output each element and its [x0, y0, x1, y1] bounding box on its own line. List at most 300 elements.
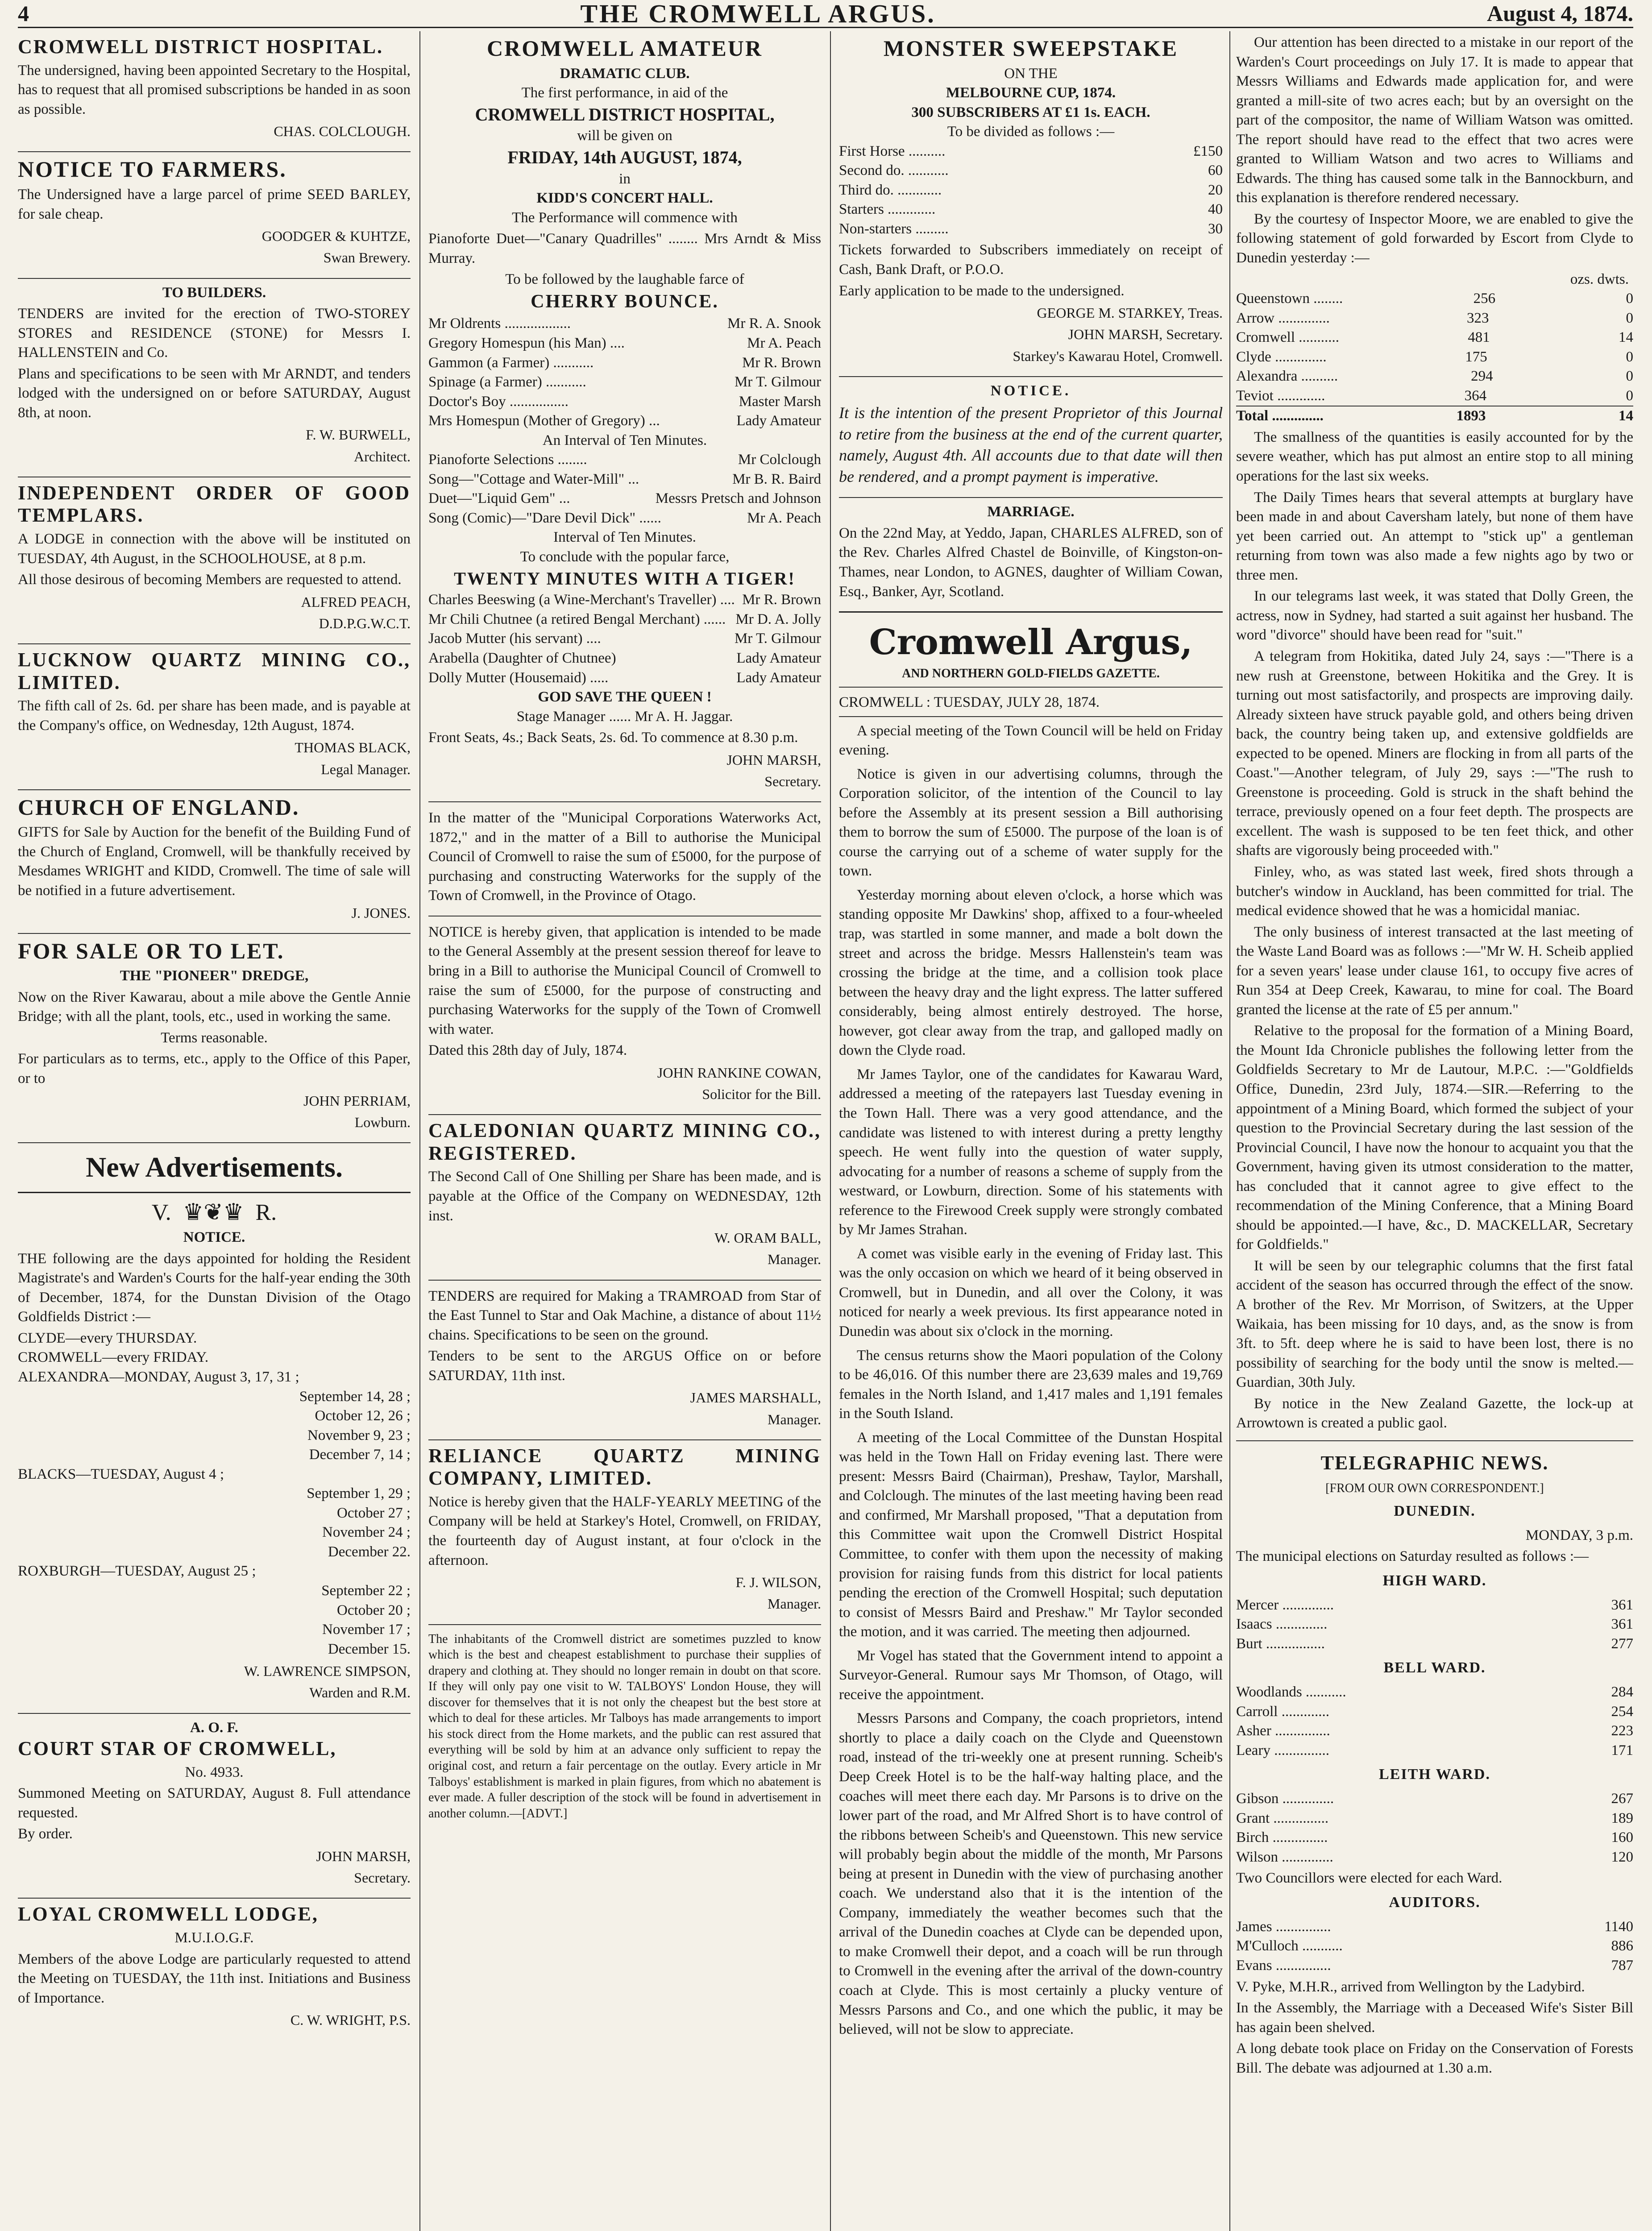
- ad-aof: [18, 1714, 411, 1899]
- prize-table: [839, 142, 1223, 239]
- vote-row-cell: Gibson ..............: [1236, 1791, 1334, 1807]
- ad-line: Front Seats, 4s.; Back Seats, 2s. 6d. To commence at 8.30 p.m.: [428, 730, 798, 746]
- prize-row-cell: £150: [1193, 143, 1223, 159]
- ad-loyal: [18, 1899, 411, 2040]
- ad-signature: Architect.: [353, 448, 411, 464]
- ad-heading: LUCKNOW QUARTZ MINING CO., LIMITED.: [18, 649, 411, 693]
- cast-row-cell: Mr R. A. Snook: [727, 315, 821, 332]
- ad-lucknow: [18, 644, 411, 790]
- gold-row-cell: 0: [1626, 368, 1633, 385]
- vote-row-cell: 361: [1611, 1597, 1633, 1613]
- cast-row-cell: Charles Beeswing (a Wine-Merchant's Traveller) ....: [428, 592, 735, 608]
- ad-signature: C. W. WRIGHT, P.S.: [290, 2012, 411, 2028]
- ad-caledonian: [428, 1115, 821, 1280]
- ad-signature: JOHN RANKINE COWAN,: [657, 1064, 821, 1081]
- editorial-paragraph: Mr James Taylor, one of the candidates for Kawarau Ward, addressed a meeting of the ratepayers last Tuesday evening in the Town Hall. There was a very good attendance, and the candidate was listened to with interest during a pretty lengthy speech. He went fully into the question of water supply, advocating for a number of reasons a scheme of supply from the westward, or Lowburn, direction. Some of his statements with reference to the Firewood Creek supply were strongly combated by Mr James Strahan.: [839, 1066, 1223, 1238]
- cast-row-cell: Mr R. Brown: [742, 592, 821, 608]
- ad-line: The Performance will commence with: [512, 209, 738, 226]
- cast-row-cell: Lady Amateur: [736, 413, 821, 429]
- cast-row-cell: Mr T. Gilmour: [734, 374, 821, 390]
- ad-text: Summoned Meeting on SATURDAY, August 8. Full attendance requested.: [18, 1785, 411, 1821]
- issue-date: August 4, 1874.: [1487, 1, 1633, 26]
- prize-row-cell: First Horse ..........: [839, 143, 946, 159]
- gold-row: [1236, 289, 1633, 309]
- ad-terms: Terms reasonable.: [161, 1029, 268, 1046]
- cast-row-cell: Mr Chili Chutnee (a retired Bengal Merchant) ......: [428, 611, 726, 627]
- gold-row: [1236, 348, 1633, 367]
- music-row: [428, 489, 821, 509]
- gold-total-row: [1236, 406, 1633, 426]
- news-paragraph: By notice in the New Zealand Gazette, the lock-up at Arrowtown is created a public gaol.: [1236, 1394, 1633, 1441]
- ad-signature: JAMES MARSHALL,: [690, 1389, 821, 1406]
- ad-text: In the matter of the "Municipal Corporations Waterworks Act, 1872," and in the matter of a Bill to authorise the Municipal Council of Cromwell to raise the sum of £5000, for the purpose of purchasing and constructing Waterworks for the supply of the Town of Cromwell, in the Province of Otago.: [428, 810, 821, 904]
- vote-row-cell: 120: [1611, 1849, 1633, 1865]
- editorial-paragraphs: [839, 722, 1223, 2040]
- ad-signature: Lowburn.: [354, 1114, 411, 1130]
- gold-total-cell: Total ..............: [1236, 408, 1324, 424]
- vote-row-cell: Isaacs ..............: [1236, 1616, 1328, 1633]
- vote-row-cell: Asher ...............: [1236, 1723, 1330, 1739]
- ad-line: The first performance, in aid of the: [521, 85, 728, 101]
- vote-row-cell: 284: [1611, 1684, 1633, 1700]
- royal-arms: [18, 1198, 411, 1228]
- cast-row-cell: Mr D. A. Jolly: [735, 611, 821, 627]
- vote-row-cell: 160: [1611, 1829, 1633, 1846]
- editorial-paragraph: Yesterday morning about eleven o'clock, a horse which was standing opposite Mr Dawkins' shop, affixed to a four-wheeled trap, was startled in some manner, and made a bolt down the street and across the bridge. Messrs Hallenstein's team was crossing the bridge at the time, and a collision took place between the heavy dray and the light express. The latter suffered considerably, being almost entirely destroyed. The horse, however, got clear away from the trap, and galloped madly on down the Clyde road.: [839, 887, 1223, 1059]
- news-paragraph: Two Councillors were elected for each Ward.: [1236, 1870, 1503, 1887]
- cast-row: [428, 590, 821, 610]
- ward-table: [1236, 1596, 1633, 1654]
- vote-row-cell: 223: [1611, 1723, 1633, 1739]
- vote-row-cell: 277: [1611, 1635, 1633, 1652]
- ad-signature: Warden and R.M.: [309, 1684, 411, 1701]
- ad-by-order: By order.: [18, 1826, 73, 1842]
- prize-row-cell: Non-starters .........: [839, 220, 949, 237]
- ad-heading: INDEPENDENT ORDER OF GOOD TEMPLARS.: [18, 481, 411, 527]
- music-row: [428, 509, 821, 528]
- court-line: November 9, 23 ;: [307, 1427, 411, 1443]
- cast-list: [428, 314, 821, 431]
- vote-row-cell: 267: [1611, 1791, 1633, 1807]
- newspaper-title: THE CROMWELL ARGUS.: [580, 0, 936, 28]
- cast-row-cell: Gregory Homespun (his Man) ....: [428, 335, 625, 351]
- gold-table: [1236, 289, 1633, 426]
- cast-row-cell: Lady Amateur: [736, 650, 821, 666]
- ad-templars: [18, 477, 411, 644]
- section-banner: New Advertisements.: [18, 1143, 411, 1193]
- ad-line: CROMWELL DISTRICT HOSPITAL,: [475, 104, 775, 124]
- vote-row-cell: 787: [1611, 1957, 1633, 1974]
- ad-text: Now on the River Kawarau, about a mile above the Gentle Annie Bridge; with all the plant, tools, etc., used in working the same.: [18, 989, 411, 1025]
- news-paragraph: The municipal elections on Saturday resulted as follows :—: [1236, 1548, 1589, 1565]
- vote-row-cell: M'Culloch ...........: [1236, 1938, 1343, 1954]
- vote-row-cell: Birch ...............: [1236, 1829, 1328, 1846]
- cast-row: [428, 411, 821, 431]
- telegraphic-city: DUNEDIN.: [1394, 1502, 1476, 1519]
- gold-row: [1236, 386, 1633, 406]
- ad-signature: Swan Brewery.: [323, 249, 411, 266]
- ad-line: CHERRY BOUNCE.: [531, 291, 719, 312]
- ad-signature: THOMAS BLACK,: [295, 739, 411, 756]
- cast-row-cell: Arabella (Daughter of Chutnee): [428, 650, 616, 666]
- ad-text: Tickets forwarded to Subscribers immediately on receipt of Cash, Bank Draft, or P.O.O.: [839, 242, 1223, 278]
- music-row-cell: Mr B. R. Baird: [732, 471, 821, 487]
- vr-left: V.: [151, 1199, 171, 1225]
- vote-row: [1236, 1828, 1633, 1848]
- cast-row-cell: Mr R. Brown: [742, 354, 821, 371]
- gold-row-cell: 364: [1464, 387, 1487, 404]
- vote-row-cell: 886: [1611, 1938, 1633, 1954]
- ward-table: [1236, 1683, 1633, 1760]
- vote-row-cell: Evans ...............: [1236, 1957, 1331, 1974]
- news-paragraph: Finley, who, as was stated last week, fired shots through a butcher's window in Auckland, has been committed for trial. The medical evidence showed that he was a homicidal maniac.: [1236, 863, 1633, 919]
- ad-text: Early application to be made to the undersigned.: [839, 282, 1125, 299]
- ad-signature: JOHN MARSH,: [316, 1848, 411, 1864]
- prize-row-cell: 40: [1208, 201, 1223, 218]
- editorial-paragraph: Messrs Parsons and Company, the coach proprietors, intend shortly to place a daily coach on the Clyde and Queenstown road, instead of the tri-weekly one at present running. Scheib's Deep Creek Hotel is to be the half-way halting place, and the coaches will meet there each day. Mr Parsons is to drive on the lower part of the road, and Mr Alfred Short is to have control of the ribbons between Scheib's and Queenstown. This new service will probably begin about the middle of the month, Mr Parsons being at present in Dunedin with the view of purchasing another coach. We understand also that it is the intention of the Company, immediately the weather becomes such that the arrival of the Dunedin coaches at Clyde can be depended upon, to make Cromwell their depot, and a coach will be run through to Cromwell in the evening after the arrival of the down-country coach at Clyde. This is most certainly a plucky venture of Messrs Parsons and Co., and one which the public, it may be believed, will not be slow to appreciate.: [839, 1710, 1223, 2038]
- ward-heading: BELL WARD.: [1383, 1659, 1486, 1676]
- prize-row: [839, 181, 1223, 200]
- ad-signature: Solicitor for the Bill.: [702, 1086, 821, 1102]
- prize-row: [839, 200, 1223, 220]
- gold-units: ozs. dwts.: [1570, 271, 1629, 287]
- prize-row-cell: Starters .............: [839, 201, 936, 218]
- ad-line: MELBOURNE CUP, 1874.: [946, 85, 1116, 101]
- news-paragraph: The Daily Times hears that several attempts at burglary have been made in and about Caversham lately, but none of them have yet been carried out. An attempt to "stick up" a gentleman returning from town was also made a few nights ago by two or three men.: [1236, 489, 1633, 583]
- ad-line: GOD SAVE THE QUEEN !: [538, 689, 712, 705]
- news-paragraph: By the courtesy of Inspector Moore, we are enabled to give the following statement of gold forwarded by Escort from Clyde to Dunedin yesterday :—: [1236, 211, 1633, 266]
- cast-row: [428, 668, 821, 688]
- music-row: [428, 470, 821, 489]
- editorial-paragraph: Mr Vogel has stated that the Government intend to appoint a Surveyor-General. Rumour says Mr Thomson, of Otago, will receive the appointment.: [839, 1647, 1223, 1703]
- argus-masthead: Cromwell Argus,: [839, 611, 1223, 666]
- vote-row-cell: James ...............: [1236, 1918, 1331, 1935]
- vote-row: [1236, 1702, 1633, 1722]
- ad-heading: CROMWELL AMATEUR: [487, 36, 763, 61]
- marriage-notice: [839, 498, 1223, 611]
- ad-text: The undersigned, having been appointed Secretary to the Hospital, has to request that all promised subscriptions be handed in as soon as possible.: [18, 62, 411, 117]
- court-line: December 7, 14 ;: [309, 1447, 411, 1463]
- editorial-paragraph: The census returns show the Maori population of the Colony to be 46,016. Of this number there are 23,639 males and 19,769 females in the North Island, and 1,417 males and 1,191 females in the South Island.: [839, 1347, 1223, 1422]
- editorial-paragraph: A comet was visible early in the evening of Friday last. This was the only occasion on which we heard of it being observed in Cromwell, but in Dunedin, and all over the Colony, it was noticed for nearly a week previous. Its first appearance noted in Dunedin was about six o'clock in the morning.: [839, 1245, 1223, 1339]
- ad-heading: COURT STAR OF CROMWELL,: [18, 1738, 337, 1760]
- court-line: November 24 ;: [322, 1524, 411, 1541]
- ad-signature: F. W. BURWELL,: [306, 427, 411, 443]
- prize-row-cell: Second do. ...........: [839, 162, 949, 179]
- ad-heading: CHURCH OF ENGLAND.: [18, 794, 300, 820]
- gold-row: [1236, 367, 1633, 386]
- gold-row-cell: 294: [1471, 368, 1493, 385]
- gold-row-cell: Arrow ..............: [1236, 310, 1330, 326]
- editorial-paragraph: A meeting of the Local Committee of the Dunstan Hospital was held in the Town Hall on Friday evening last. There were present: Messrs Baird (Chairman), Preshaw, Taylor, Marshall, and Colclough. The minutes of the last meeting having been read and confirmed, Mr Marshall proposed, "That a deputation from this Committee wait upon the Cromwell District Hospital Committee, to confer with them upon the necessity of making provision for raising funds from this district for local patients pending the erection of the Cromwell Hospital; such deputation to consist of Messrs Baird and Preshaw." Mr Taylor seconded the motion, and it was carried. The meeting then adjourned.: [839, 1429, 1223, 1640]
- ad-heading: LOYAL CROMWELL LODGE,: [18, 1903, 319, 1925]
- ad-text: Members of the above Lodge are particularly requested to attend the Meeting on TUESDAY, the 11th inst. Initiations and Business of Importance.: [18, 1951, 411, 2006]
- ad-signature: J. JONES.: [351, 904, 411, 921]
- court-line: September 22 ;: [321, 1582, 411, 1599]
- cast-row: [428, 610, 821, 630]
- court-line: December 22.: [328, 1543, 411, 1560]
- ad-dramatic-club: [428, 31, 821, 802]
- telegraphic-time: MONDAY, 3 p.m.: [1525, 1527, 1633, 1543]
- music-list: [428, 450, 821, 528]
- cast-row-cell: Lady Amateur: [736, 669, 821, 686]
- vote-row: [1236, 1634, 1633, 1654]
- ad-text: The inhabitants of the Cromwell district are sometimes puzzled to know which is the best and cheapest establishment to purchase their supplies of drapery and clothing at. They should no longer remain in doubt on that score. If they will only pay one visit to W. TALBOYS' London House, they will discover for themselves that it is not only the cheapest but the best store at which to deal for these articles. Mr Talboys has made arrangements to import his stock direct from the Home markets, and the public can rest assured that everything will be sold by him at an advance only sufficient to repay the original cost, and return a fair percentage on the outlay. Every article in Mr Talboys' establishment is marked in plain figures, from which no abatement is ever made. A fuller description of the stock will be found in advertisement in another column.—[ADVT.]: [428, 1632, 821, 1820]
- news-paragraph: In our telegrams last week, it was stated that Dolly Green, the actress, now in Sydney, had started a suit against her husband. The word "divorce" should have been read for "suit.": [1236, 588, 1633, 643]
- cast-row-cell: Gammon (a Farmer) ...........: [428, 354, 594, 371]
- gold-row-cell: 481: [1468, 329, 1490, 346]
- court-line: December 15.: [328, 1641, 411, 1657]
- vote-row: [1236, 1741, 1633, 1761]
- ad-signature: F. J. WILSON,: [735, 1574, 821, 1591]
- ad-forsale: [18, 934, 411, 1143]
- ad-text: NOTICE is hereby given, that application is intended to be made to the General Assembly at the present session thereof for leave to bring in a Bill to authorise the Municipal Council of Cromwell to raise the sum of £5000, for the purpose of constructing and purchasing Waterworks for the supply of the Town of Cromwell with water.: [428, 924, 821, 1037]
- editorial-paragraph: A special meeting of the Town Council will be held on Friday evening.: [839, 722, 1223, 759]
- music-row-cell: Song (Comic)—"Dare Devil Dick" ......: [428, 510, 661, 526]
- cast-row: [428, 353, 821, 373]
- court-line: ALEXANDRA—MONDAY, August 3, 17, 31 ;: [18, 1368, 299, 1385]
- vote-row: [1236, 1721, 1633, 1741]
- ad-text: The Second Call of One Shilling per Share has been made, and is payable at the Office of the Company on WEDNESDAY, 12th inst.: [428, 1169, 821, 1224]
- ad-signature: ALFRED PEACH,: [301, 593, 411, 610]
- gold-row-cell: Queenstown ........: [1236, 290, 1343, 307]
- prize-row-cell: 60: [1208, 162, 1223, 179]
- gold-row-cell: 14: [1618, 329, 1633, 346]
- column-2: [428, 31, 821, 2231]
- ad-church: [18, 790, 411, 934]
- argus-dateline: CROMWELL : TUESDAY, JULY 28, 1874.: [839, 689, 1223, 717]
- court-line: BLACKS—TUESDAY, August 4 ;: [18, 1466, 224, 1482]
- ad-text: It is the intention of the present Proprietor of this Journal to retire from the business at the end of the current quarter, namely, August 4th. All accounts due to that date will then be rendered, and a prompt payment is imperative.: [839, 404, 1223, 485]
- ad-text: Notice is hereby given that the HALF-YEARLY MEETING of the Company will be held at Starkey's Hotel, Cromwell, on FRIDAY, the fourteenth day of August instant, at four o'clock in the afternoon.: [428, 1493, 821, 1568]
- gold-row-cell: 0: [1626, 310, 1633, 326]
- cast-row: [428, 314, 821, 334]
- news-paragraph: In the Assembly, the Marriage with a Deceased Wife's Sister Bill has again been shelved.: [1236, 2000, 1633, 2036]
- music-row: [428, 450, 821, 470]
- ad-line: 300 SUBSCRIBERS AT £1 1s. EACH.: [911, 104, 1150, 120]
- news-paragraph: The smallness of the quantities is easily accounted for by the severe weather, which has put almost an entire stop to all mining operations for the last six weeks.: [1236, 429, 1633, 485]
- ad-text: TENDERS are invited for the erection of TWO-STOREY STORES and RESIDENCE (STONE) for Messrs I. HALLENSTEIN and Co.: [18, 306, 411, 361]
- vote-row: [1236, 1789, 1633, 1809]
- ad-talboys: [428, 1625, 821, 1832]
- editorial-paragraph: Notice is given in our advertising columns, through the Corporation solicitor, of the intention of the Council to lay before the Assembly at its present session a Bill authorising them to borrow the sum of £5000. The purpose of the loan is of course the carrying out of a scheme of water supply for the town.: [839, 766, 1223, 879]
- ad-text: The Undersigned have a large parcel of prime SEED BARLEY, for sale cheap.: [18, 186, 411, 222]
- gold-row-cell: 0: [1626, 348, 1633, 365]
- ad-signature: GOODGER & KUHTZE,: [261, 228, 411, 245]
- vote-row: [1236, 1683, 1633, 1702]
- news-paragraph: Our attention has been directed to a mistake in our report of the Warden's Court proceedings on July 17. It is made to appear that Messrs Williams and Edwards made application for, and were granted a mill-site of two acres each; but by an oversight on the part of the compositor, the name of William Watson was omitted. The report should have read to the effect that two acres were granted to William Watson and two acres to Williams and Edwards. The thing has caused some talk in the Bannockburn, and this explanation is therefore rendered necessary.: [1236, 34, 1633, 206]
- ad-subheading: DRAMATIC CLUB.: [560, 65, 690, 82]
- court-line: November 17 ;: [322, 1621, 411, 1638]
- cast-row-cell: Mr Oldrents ..................: [428, 315, 571, 332]
- ad-signature: Manager.: [768, 1411, 821, 1427]
- prize-row: [839, 161, 1223, 181]
- ad-heading: NOTICE.: [990, 382, 1071, 399]
- vote-row: [1236, 1809, 1633, 1829]
- column-rule: [1229, 31, 1230, 2231]
- ad-heading: CROMWELL DISTRICT HOSPITAL.: [18, 36, 383, 58]
- ad-signature: JOHN PERRIAM,: [303, 1092, 411, 1109]
- music-row-cell: Duet—"Liquid Gem" ...: [428, 490, 570, 507]
- ad-signature: D.D.P.G.W.C.T.: [319, 615, 411, 631]
- vote-row: [1236, 1917, 1633, 1937]
- ad-signature: Starkey's Kawarau Hotel, Cromwell.: [1013, 348, 1223, 364]
- ad-line: An Interval of Ten Minutes.: [542, 432, 707, 448]
- ad-text: A LODGE in connection with the above will be instituted on TUESDAY, 4th August, in the SCHOOLHOUSE, at 8 p.m.: [18, 531, 411, 567]
- ward-table: [1236, 1917, 1633, 1976]
- ad-notice: [428, 916, 821, 1115]
- ad-dated: Dated this 28th day of July, 1874.: [428, 1042, 627, 1059]
- ad-line: FRIDAY, 14th AUGUST, 1874,: [507, 147, 742, 167]
- court-line: October 12, 26 ;: [315, 1408, 411, 1424]
- court-line: ROXBURGH—TUESDAY, August 25 ;: [18, 1563, 256, 1580]
- prize-row: [839, 220, 1223, 239]
- ad-heading: FOR SALE OR TO LET.: [18, 938, 285, 963]
- ad-pre-heading: A. O. F.: [190, 1719, 238, 1736]
- column-rule: [419, 31, 420, 2231]
- ad-line: Stage Manager ...... Mr A. H. Jaggar.: [516, 708, 733, 725]
- cast-row-cell: Spinage (a Farmer) ...........: [428, 374, 586, 390]
- vote-row-cell: Mercer ..............: [1236, 1597, 1334, 1613]
- cast-row: [428, 629, 821, 649]
- vote-row: [1236, 1615, 1633, 1634]
- news-paragraph: A telegram from Hokitika, dated July 24, says :—"There is a new rush at Greenstone, between Hokitika and the Grey. It is turning out most satisfactorily, and prospects are improving daily. Already sixteen have struck payable gold, and others being driven back, the country being taken up, and extensive goldfields are expected to be opened. Miners are flocking in from all parts of the Coast."—Another telegram, of July 29, says :—"The rush to Greenstone is proceeding. Gold is struck in the shaft behind the terrace, previously opened on a four feet depth. The prospects are excellent. The wash is supposed to be ten feet thick, and other shafts are vigorously being proceeded with.": [1236, 648, 1633, 859]
- gold-row-cell: 175: [1465, 348, 1487, 365]
- ward-heading: AUDITORS.: [1389, 1894, 1481, 1911]
- cast-row: [428, 373, 821, 392]
- cast-row: [428, 392, 821, 412]
- ad-signature: W. ORAM BALL,: [714, 1230, 821, 1246]
- ad-heading: CALEDONIAN QUARTZ MINING CO., REGISTERED.: [428, 1120, 821, 1164]
- gold-row-cell: Alexandra ..........: [1236, 368, 1338, 385]
- music-row-cell: Song—"Cottage and Water-Mill" ...: [428, 471, 639, 487]
- prize-row-cell: 30: [1208, 220, 1223, 237]
- prize-row-cell: 20: [1208, 182, 1223, 198]
- vote-row: [1236, 1596, 1633, 1615]
- ad-heading: RELIANCE QUARTZ MINING COMPANY, LIMITED.: [428, 1444, 821, 1489]
- ad-text: All those desirous of becoming Members are requested to attend.: [18, 572, 402, 588]
- vote-row-cell: Grant ...............: [1236, 1810, 1329, 1826]
- cast-row-cell: Mr A. Peach: [747, 335, 821, 351]
- court-line: CLYDE—every THURSDAY.: [18, 1330, 197, 1346]
- ad-builders: [18, 279, 411, 477]
- ad-line: ON THE: [1004, 65, 1058, 82]
- gold-row-cell: Clyde ..............: [1236, 348, 1327, 365]
- court-line: September 14, 28 ;: [299, 1388, 411, 1405]
- music-row-cell: Mr Colclough: [738, 452, 821, 468]
- crest-icon: ♛❦♛: [177, 1199, 250, 1225]
- ad-text: For particulars as to terms, etc., apply to the Office of this Paper, or to: [18, 1051, 411, 1087]
- cast-list: [428, 590, 821, 688]
- ad-text: GIFTS for Sale by Auction for the benefit of the Building Fund of the Church of England, Cromwell, will be thankfully received by Mesdames WRIGHT and KIDD, Cromwell. The time of sale will be notified in a future advertisement.: [18, 824, 411, 899]
- column-3: [839, 31, 1223, 2231]
- ad-signature: Secretary.: [354, 1870, 411, 1886]
- ad-proprietor-notice: [839, 377, 1223, 498]
- ad-subheading: THE "PIONEER" DREDGE,: [120, 968, 309, 984]
- ad-heading: TO BUILDERS.: [162, 284, 266, 301]
- telegraphic-heading: TELEGRAPHIC NEWS.: [1320, 1451, 1549, 1474]
- gold-row: [1236, 309, 1633, 328]
- music-row-cell: Messrs Pretsch and Johnson: [655, 490, 821, 507]
- ad-signature: Manager.: [768, 1596, 821, 1612]
- vr-right: R.: [255, 1199, 277, 1225]
- court-line: CROMWELL—every FRIDAY.: [18, 1349, 209, 1366]
- cast-row: [428, 334, 821, 353]
- prize-row-cell: Third do. ............: [839, 182, 942, 198]
- ad-line: TWENTY MINUTES WITH A TIGER!: [454, 568, 796, 589]
- ad-text: The fifth call of 2s. 6d. per share has been made, and is payable at the Company's office, on Wednesday, 12th August, 1874.: [18, 698, 411, 734]
- cast-row-cell: Jacob Mutter (his servant) ....: [428, 630, 601, 647]
- ad-signature: JOHN MARSH, Secretary.: [1068, 326, 1223, 343]
- court-line: October 20 ;: [337, 1602, 411, 1618]
- telegraphic-source: [FROM OUR OWN CORRESPONDENT.]: [1325, 1481, 1544, 1495]
- gold-row-cell: 0: [1626, 290, 1633, 307]
- vote-row-cell: 1140: [1604, 1918, 1633, 1935]
- ad-line: To be divided as follows :—: [947, 124, 1115, 140]
- vote-row-cell: 171: [1611, 1742, 1633, 1758]
- ad-text: Tenders to be sent to the ARGUS Office on or before SATURDAY, 11th inst.: [428, 1348, 821, 1384]
- ad-line: KIDD'S CONCERT HALL.: [536, 190, 713, 207]
- ad-signature: Legal Manager.: [321, 761, 411, 777]
- news-paragraph: It will be seen by our telegraphic columns that the first fatal accident of the season has occurred through the effect of the snow. A brother of the Rev. Mr Morrison, of Switzers, at the Upper Waikaia, has been missing for 10 days, and, as the snow is from 3ft. to 5ft. deep where he is said to have been lost, there is no possibility of searching for the body until the snow is melted.—Guardian, 30th July.: [1236, 1257, 1633, 1391]
- vote-row: [1236, 1937, 1633, 1956]
- ward-table: [1236, 1789, 1633, 1867]
- ad-signature: Manager.: [768, 1251, 821, 1268]
- ad-line: Pianoforte Duet—"Canary Quadrilles" ........ Mrs Arndt & Miss Murray.: [428, 231, 821, 266]
- ad-heading: MONSTER SWEEPSTAKE: [883, 36, 1179, 61]
- gold-total-cell: 14: [1618, 408, 1633, 424]
- gold-row-cell: 256: [1473, 290, 1496, 307]
- news-paragraph: V. Pyke, M.H.R., arrived from Wellington by the Ladybird.: [1236, 1978, 1585, 1995]
- vote-row-cell: Leary ...............: [1236, 1742, 1329, 1758]
- ad-signature: Secretary.: [764, 773, 821, 789]
- ad-signature: JOHN MARSH,: [726, 751, 821, 768]
- ad-line: in: [619, 170, 631, 187]
- cast-row-cell: Mrs Homespun (Mother of Gregory) ...: [428, 413, 660, 429]
- ad-text: Plans and specifications to be seen with Mr ARNDT, and tenders lodged with the undersigned on or before SATURDAY, August 8th, at noon.: [18, 365, 411, 421]
- ad-waterworks: [428, 802, 821, 916]
- court-line: September 1, 29 ;: [307, 1485, 411, 1502]
- ad-farmers: [18, 152, 411, 278]
- ad-sweepstake: [839, 31, 1223, 377]
- marriage-text: On the 22nd May, at Yeddo, Japan, CHARLES ALFRED, son of the Rev. Charles Alfred Chastel de Boinville, of Kingston-on-Thames, near London, to AGNES, daughter of William Cowan, Esq., Banker, Ayr, Scotland.: [839, 525, 1223, 600]
- marriage-heading: MARRIAGE.: [987, 504, 1075, 520]
- gold-row-cell: 323: [1466, 310, 1489, 326]
- court-line: October 27 ;: [337, 1505, 411, 1521]
- vote-row-cell: 189: [1611, 1810, 1633, 1826]
- cast-row: [428, 649, 821, 668]
- cast-row-cell: Mr T. Gilmour: [734, 630, 821, 647]
- ad-text: THE following are the days appointed for holding the Resident Magistrate's and Warden's Courts for the half-year ending the 30th of December, 1874, for the Dunstan Division of the Otago Goldfields District :—: [18, 1250, 411, 1325]
- gold-total-cell: 1893: [1456, 408, 1486, 424]
- vote-row-cell: Carroll .............: [1236, 1703, 1329, 1720]
- argus-subtitle: AND NORTHERN GOLD-FIELDS GAZETTE.: [839, 666, 1223, 688]
- gold-row: [1236, 328, 1633, 348]
- ad-line: To be followed by the laughable farce of: [505, 271, 744, 288]
- ad-signature: GEORGE M. STARKEY, Treas.: [1037, 305, 1223, 321]
- cast-row-cell: Master Marsh: [739, 393, 821, 410]
- ad-line: To conclude with the popular farce,: [520, 549, 730, 565]
- gold-row-cell: Cromwell ...........: [1236, 329, 1339, 346]
- vote-row-cell: Wilson ..............: [1236, 1849, 1333, 1865]
- ad-signature: W. LAWRENCE SIMPSON,: [244, 1663, 411, 1679]
- vote-row-cell: 361: [1611, 1616, 1633, 1633]
- ad-heading: NOTICE.: [183, 1229, 245, 1246]
- ad-signature: CHAS. COLCLOUGH.: [274, 123, 411, 140]
- ward-heading: LEITH WARD.: [1379, 1766, 1490, 1783]
- gold-row-cell: Teviot .............: [1236, 387, 1325, 404]
- column-4: [1236, 31, 1633, 2231]
